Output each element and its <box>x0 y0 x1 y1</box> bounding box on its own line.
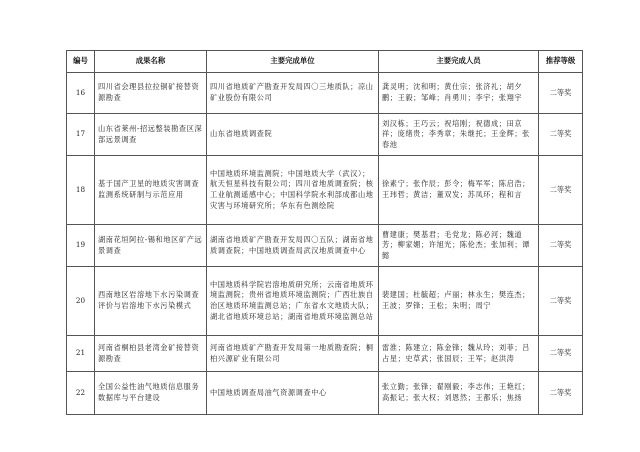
main-personnel: 龚灵明；沈和明；黄仕宗；张济礼；胡夕鹏；王毅；邹峰；肖勇川；李宇；张翔宇 <box>379 73 539 114</box>
main-personnel: 刘汉栋；王巧云；祝培刚；祝德成；田京祥；庞绪贵；李秀章；朱继托；王金辉；张春池 <box>379 114 539 156</box>
recommended-grade: 二等奖 <box>539 372 583 415</box>
main-units: 湖南省地质矿产勘查开发局四〇五队；湖南省地质调查院；中国地质调查局武汉地质调查中心 <box>207 225 379 267</box>
table-row <box>67 156 583 225</box>
table-row <box>67 73 583 114</box>
main-units: 中国地质环境监测院；中国地质大学（武汉）；航天恒星科技有限公司；四川省地质调查院；核工业航测遥感中心；中国科学院水利部成都山地灾害与环境研究所；华东有色测绘院 <box>207 156 379 225</box>
achievement-name: 山东省莱州-招远整装勘查区深部远景调查 <box>95 114 207 156</box>
header-achievement-name: 成果名称 <box>95 51 207 73</box>
header-main-units: 主要完成单位 <box>207 51 379 73</box>
main-units: 中国地质科学院岩溶地质研究所；云南省地质环境监测院；贵州省地质环境监测院；广西壮族自治区地质环境监测总站；广东省水文地质大队；湖北省地质环境总站；湖南省地质环境监测总站 <box>207 267 379 336</box>
awards-table <box>66 50 583 415</box>
main-personnel: 曹建康；樊基君；毛党龙；陈必河；魏道芳；柳家媚；许旭光；陈伦杰；张加利；谭懿 <box>379 225 539 267</box>
achievement-name: 全国公益性油气地质信息服务数据库与平台建设 <box>95 372 207 415</box>
achievement-name: 四川省会理县拉拉铜矿接替资源勘查 <box>95 73 207 114</box>
row-number: 22 <box>67 372 95 415</box>
row-number: 20 <box>67 267 95 336</box>
table-row <box>67 336 583 372</box>
main-units: 四川省地质矿产勘查开发局四〇三地质队；凉山矿业股份有限公司 <box>207 73 379 114</box>
recommended-grade: 二等奖 <box>539 336 583 372</box>
achievement-name: 湖南花垣阿拉-锡和地区矿产远景调查 <box>95 225 207 267</box>
recommended-grade: 二等奖 <box>539 267 583 336</box>
table-row <box>67 114 583 156</box>
main-personnel: 徐素宁；张作辰；彭令；梅军军；陈启浩；王玮哲；黄洁；董双发；苏凤环；程和言 <box>379 156 539 225</box>
achievement-name: 西南地区岩溶地下水污染调查评价与岩溶地下水污染模式 <box>95 267 207 336</box>
main-personnel: 裴建国；杜毓超；卢丽；林永生；樊连杰；王波；罗锋；王松；朱明；周宁 <box>379 267 539 336</box>
table-header-row <box>67 51 583 73</box>
table-row <box>67 225 583 267</box>
main-units: 山东省地质调查院 <box>207 114 379 156</box>
row-number: 16 <box>67 73 95 114</box>
main-units: 河南省地质矿产勘查开发局第一地质勘查院；桐柏兴源矿业有限公司 <box>207 336 379 372</box>
recommended-grade: 二等奖 <box>539 156 583 225</box>
achievement-name: 基于国产卫星的地质灾害调查监测系统研制与示范应用 <box>95 156 207 225</box>
row-number: 19 <box>67 225 95 267</box>
main-personnel: 雷淮；陈建立；陈金锋；魏从玲；刘菲；吕占星；史草武；张国辰；王军；赵洪涛 <box>379 336 539 372</box>
recommended-grade: 二等奖 <box>539 114 583 156</box>
table-row <box>67 267 583 336</box>
recommended-grade: 二等奖 <box>539 73 583 114</box>
row-number: 21 <box>67 336 95 372</box>
main-units: 中国地质调查局油气资源调查中心 <box>207 372 379 415</box>
header-recommended-grade: 推荐等级 <box>539 51 583 73</box>
header-main-personnel: 主要完成人员 <box>379 51 539 73</box>
row-number: 18 <box>67 156 95 225</box>
main-personnel: 张立勤；张锋；翟刚毅；李志伟；王艳红；高振记；张大权；刘恩然；王都乐；焦扬 <box>379 372 539 415</box>
recommended-grade: 二等奖 <box>539 225 583 267</box>
header-number: 编号 <box>67 51 95 73</box>
achievement-name: 河南省桐柏县老湾金矿接替资源勘查 <box>95 336 207 372</box>
row-number: 17 <box>67 114 95 156</box>
table-row <box>67 372 583 415</box>
